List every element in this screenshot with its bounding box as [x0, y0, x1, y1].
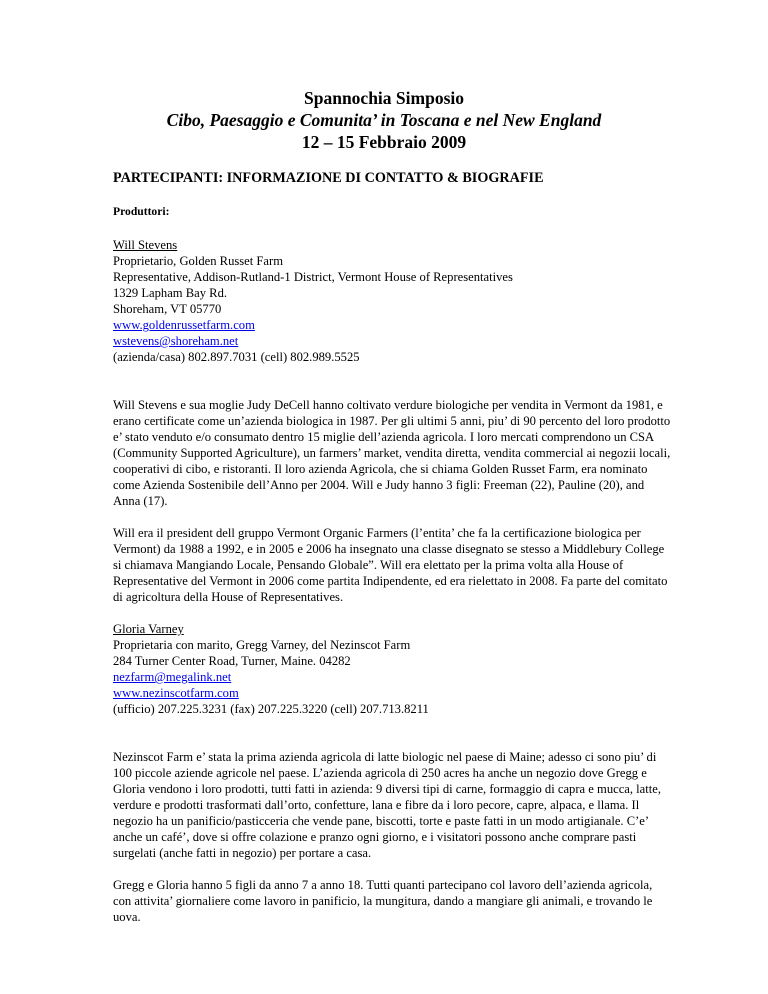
- contact-line: Representative, Addison-Rutland-1 District, Vermont House of Representatives: [113, 270, 513, 284]
- document-subtitle: Cibo, Paesaggio e Comunita’ in Toscana e nel New England: [166, 110, 602, 130]
- title-block: [0, 87, 768, 153]
- contact-phone: (ufficio) 207.225.3231 (fax) 207.225.3220 (cell) 207.713.8211: [113, 702, 429, 716]
- contact-address-city: Shoreham, VT 05770: [113, 302, 222, 316]
- contact-line: Proprietaria con marito, Gregg Varney, del Nezinscot Farm: [113, 638, 411, 652]
- contact-phone: (azienda/casa) 802.897.7031 (cell) 802.989.5525: [113, 350, 360, 364]
- bio-paragraph: Nezinscot Farm e’ stata la prima azienda agricola di latte biologic nel paese di Maine; adesso ci sono piu’ di 100 piccole aziende agricole nel paese. L’azienda agricola di 250 acres ha anche un negozio dove Gregg e Gloria vendono i loro prodotti, tutti fatti in azienda: 9 diversi tipi di carne, formaggio di capra e mucca, latte, verdure e prodotti trasformati dall’orto, confetture, lana e fibre da i loro pecore, capre, alpaca, e llama. Il negozio ha un panificio/pasticceria che vende pane, biscotti, torte e paste fatti in un modo artigianale. C’e’ anche un café’, dove si offre colazione e pranzo ogni giorno, e i visitatori possono anche comprare pasti surgelati (anche fatti in negozio) per portare a casa.: [113, 750, 662, 860]
- website-link[interactable]: www.nezinscotfarm.com: [113, 686, 239, 700]
- producers-heading: Produttori:: [113, 205, 170, 218]
- contact-card-gloria-varney: [113, 621, 673, 717]
- email-link[interactable]: wstevens@shoreham.net: [113, 334, 239, 348]
- bio-paragraph: Gregg e Gloria hanno 5 figli da anno 7 a anno 18. Tutti quanti partecipano col lavoro dell’azienda agricola, con attivita’ giornaliere come lavoro in panificio, la mungitura, dando a mangiare gli animali, e trovando le uova.: [113, 878, 653, 924]
- bio-paragraph: Will Stevens e sua moglie Judy DeCell hanno coltivato verdure biologiche per vendita in Vermont da 1981, e erano certificate come un’azienda biologica in 1987. Per gli ultimi 5 anni, piu’ di 90 percento del loro prodotto e’ stato venduto e/o consumato dentro 15 miglie dell’azienda agricola. I loro mercati comprendono un CSA (Community Supported Agriculture), un farmers’ market, vendita diretta, vendita commercial ai negozii locali, cooperativi di cibo, e ristoranti. Il loro azienda Agricola, che si chiama Golden Russet Farm, era nominato come Azienda Sostenibile dell’Anno per 2004. Will e Judy hanno 3 figli: Freeman (22), Pauline (20), and Anna (17).: [113, 398, 671, 508]
- website-link[interactable]: www.goldenrussetfarm.com: [113, 318, 255, 332]
- document-title: Spannochia Simposio: [304, 88, 464, 108]
- contact-address: 284 Turner Center Road, Turner, Maine. 04282: [113, 654, 351, 668]
- section-heading: PARTECIPANTI: INFORMAZIONE DI CONTATTO & BIOGRAFIE: [113, 170, 544, 186]
- contact-name: Gloria Varney: [113, 622, 184, 636]
- contact-card-will-stevens: [113, 237, 673, 365]
- document-dates: 12 – 15 Febbraio 2009: [301, 132, 467, 152]
- contact-line: Proprietario, Golden Russet Farm: [113, 254, 283, 268]
- contact-name: Will Stevens: [113, 238, 178, 252]
- email-link[interactable]: nezfarm@megalink.net: [113, 670, 232, 684]
- contact-address-street: 1329 Lapham Bay Rd.: [113, 286, 228, 300]
- document-body: [113, 169, 673, 925]
- bio-paragraph: Will era il president dell gruppo Vermont Organic Farmers (l’entita’ che fa la certificazione biologica per Vermont) da 1988 a 1992, e in 2005 e 2006 ha insegnato una classe disegnato se stesso a Middlebury College si chiamava Mangiando Locale, Pensando Globale”. Will era elettato per la prima volta alla House of Representative del Vermont in 2006 come partita Indipendente, ed era rielettato in 2008. Fa parte del comitato di agricoltura della House of Representatives.: [113, 526, 668, 604]
